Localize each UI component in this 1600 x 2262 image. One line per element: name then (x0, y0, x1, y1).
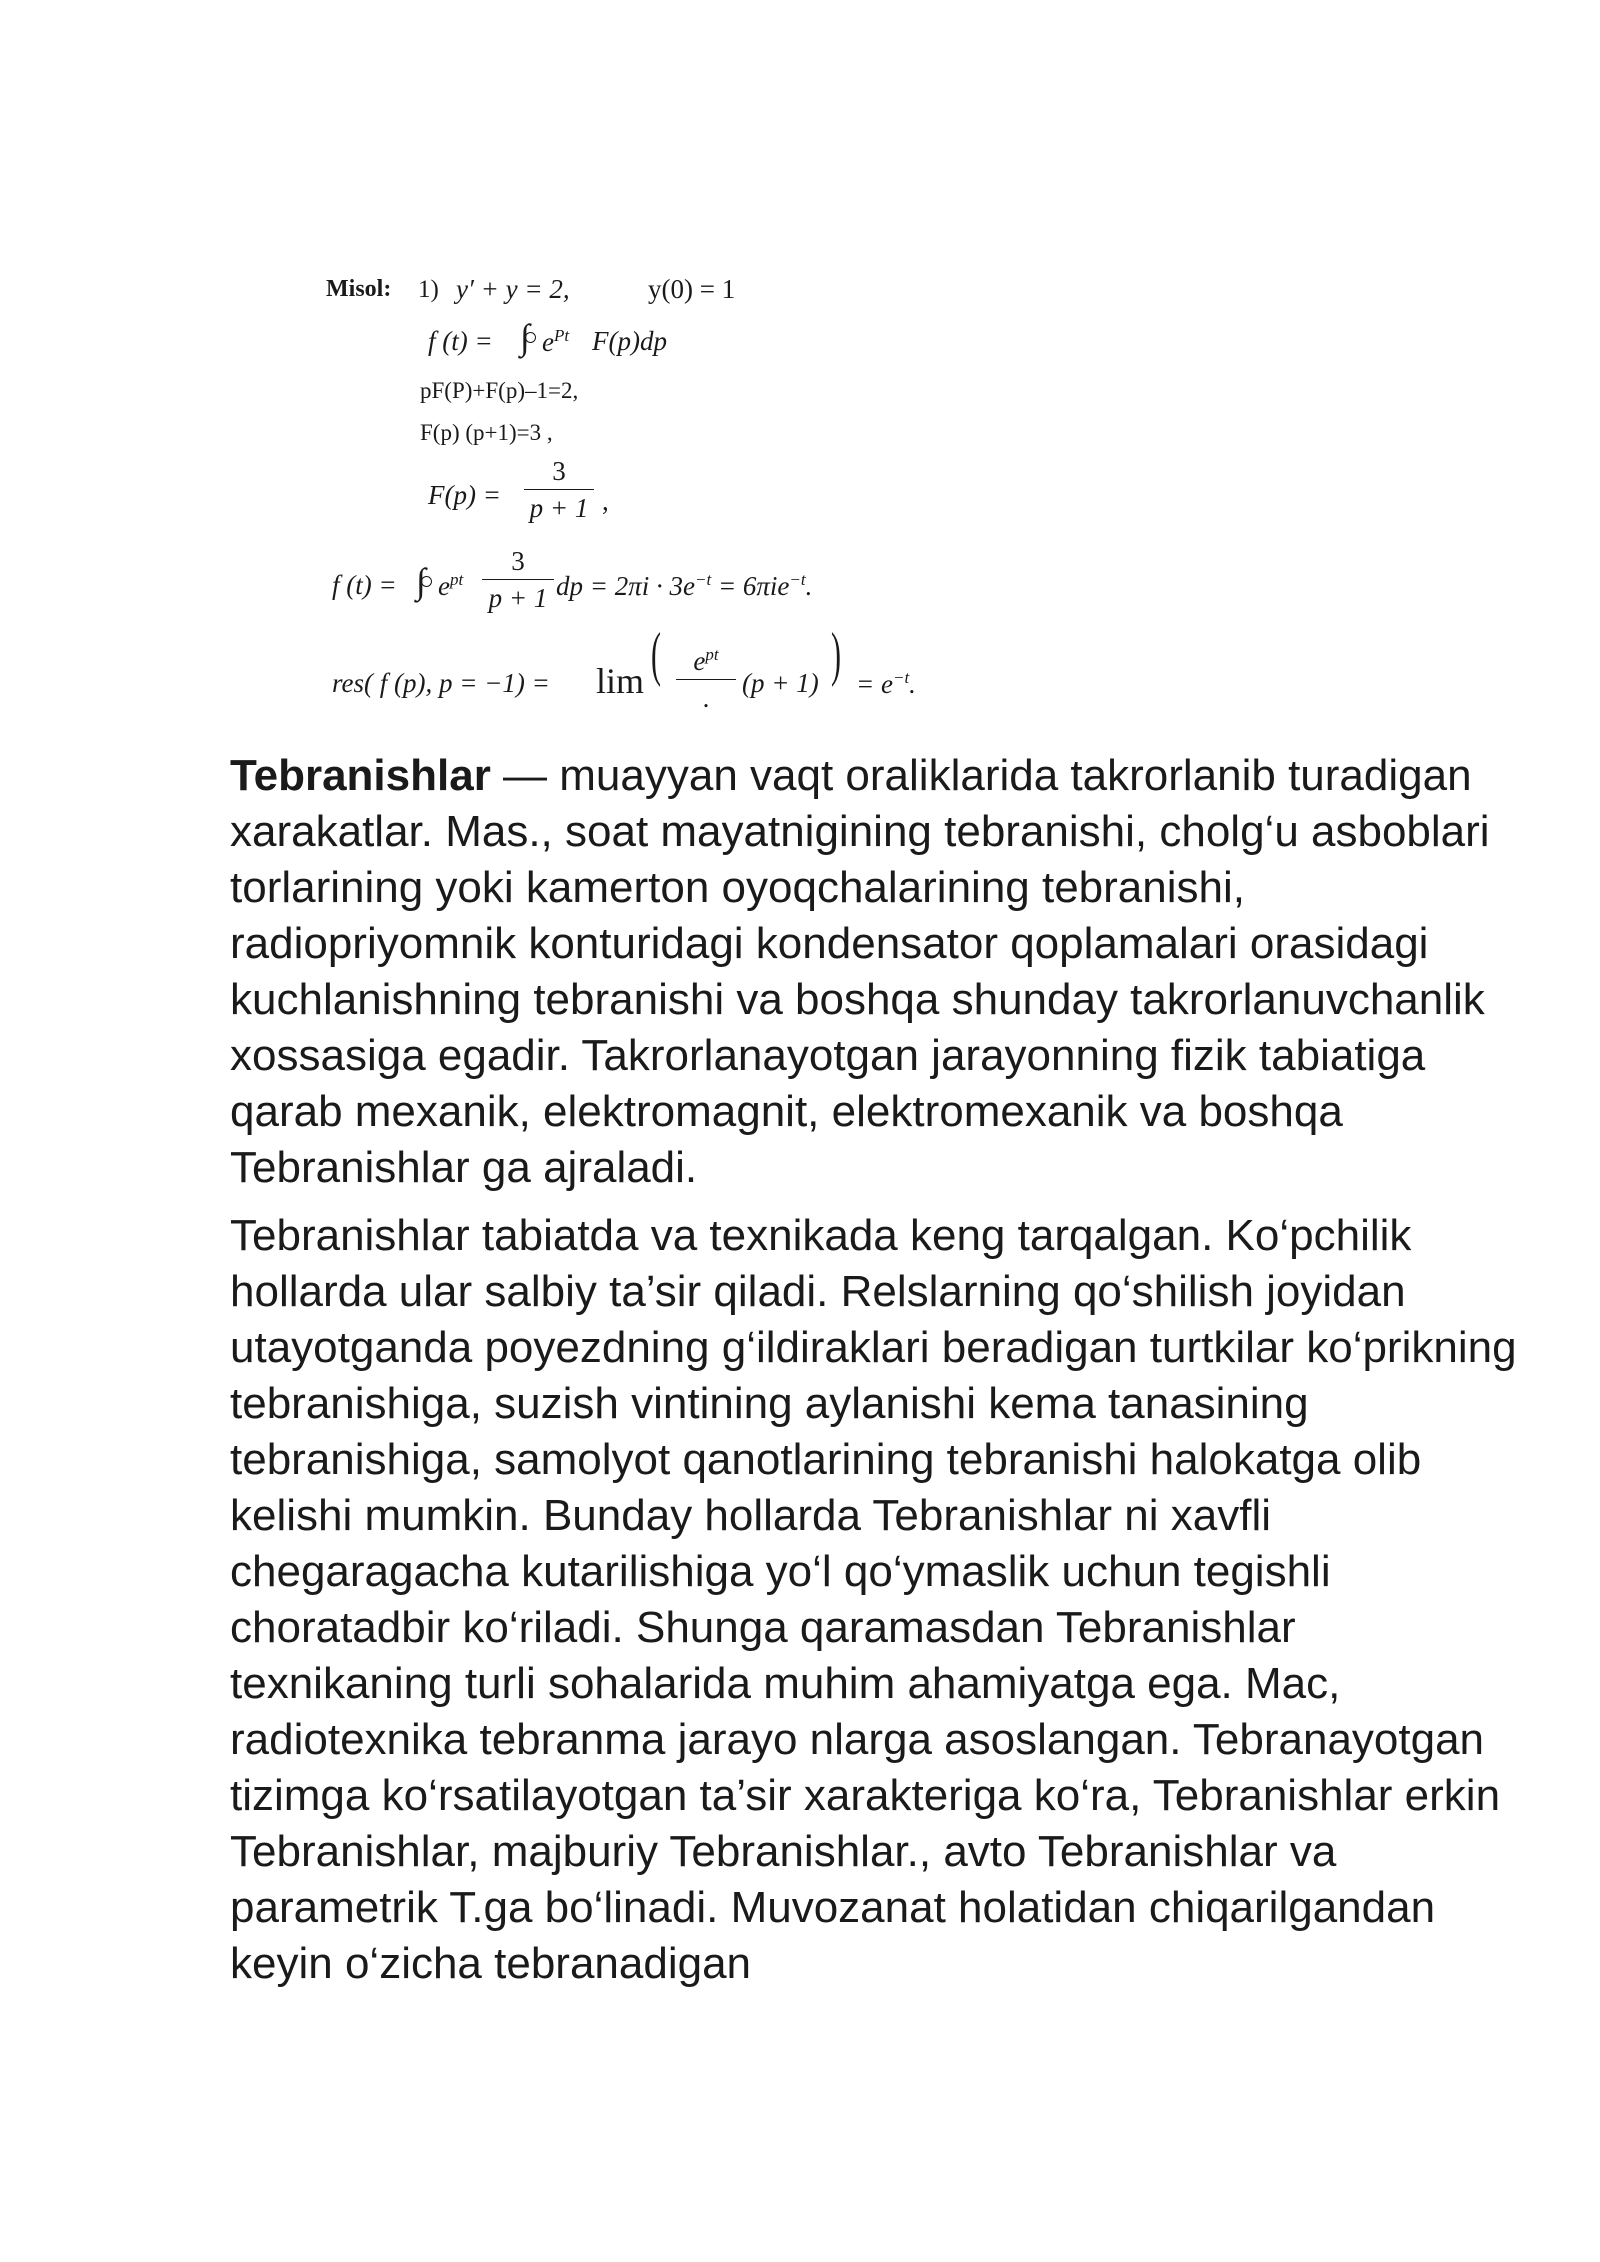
equation-result-rhs: dp = $2\pi i \cdot 3e^{-t} = 6\pi ie^{-t}$. (556, 570, 813, 601)
contour-integral-icon: ∫ (520, 317, 530, 357)
equation-result-lhs: f (t) = (332, 570, 397, 600)
limit-operator: lim (596, 661, 645, 701)
fraction-denominator-2: p + 1 (488, 583, 548, 613)
math-example-block (0, 0, 1600, 720)
equation-factored: F(p) (p+1)=3 , (420, 420, 553, 445)
fraction-denominator: p + 1 (529, 493, 589, 523)
fraction-image (524, 456, 594, 523)
fraction-residue (676, 640, 736, 713)
fraction-integrand (482, 546, 554, 613)
fraction-denominator-3: . (702, 683, 710, 713)
example-label: Misol: (326, 276, 392, 302)
paragraph-applications: Tebranishlar tabiatda va texnikada keng tarqalgan. Ko‘pchilik hollarda ular salbiy ta’sir qiladi. Relslarning qo‘shilish joyidan utayotganda poyezdning g‘ildiraklari beradigan turtkilar ko‘prikning tebranishiga, suzish vintining aylanishi kema tanasining tebranishiga, samolyot qanotlarining tebranishi halokatga olib kelishi mumkin. Bunday hollarda Tebranishlar ni xavfli chegaragacha kutarilishiga yo‘l qo‘ymaslik uchun tegishli choratadbir ko‘riladi. Shunga qaramasdan Tebranishlar texnikaning turli sohalarida muhim ahamiyatga ega. Mac, radiotexnika tebranma jarayo nlarga asoslangan. Tebranayotgan tizimga ko‘rsatilayotgan ta’sir xarakteriga ko‘ra, Tebranishlar erkin Tebranishlar, majburiy Tebranishlar., avto Tebranishlar va parametrik T.ga bo‘linadi. Muvozanat holatidan chiqarilgandan keyin o‘zicha tebranadigan (230, 1211, 1517, 1988)
exp-base-2: $e^{pt}$ (438, 570, 464, 601)
term-heading: Tebranishlar (230, 751, 491, 800)
exp-base: $e^{Pt}$ (542, 326, 570, 357)
fraction-numerator: 3 (552, 456, 566, 486)
equation-inverse-body: F(p)dp (592, 326, 667, 356)
paragraph-definition-text: — muayyan vaqt oraliklarida takrorlanib turadigan xarakatlar. Mas., soat mayatnigining tebranishi, cholg‘u asboblari torlarining yoki kamerton oyoqchalarining tebranishi, radiopriyomnik konturidagi kondensator qoplamalari orasidagi kuchlanishning tebranishi va boshqa shunday takrorlanuvchanlik xossasiga egadir. Takrorlanayotgan jarayonning fizik tabiatiga qarab mexanik, elektromagnit, elektromexanik va boshqa Tebranishlar ga ajraladi. (230, 751, 1490, 1192)
equation-residue-rhs: = $e^{-t}$. (856, 668, 916, 699)
equation-initial-condition: y(0) = 1 (648, 274, 736, 304)
equation-ode: y′ + y = 2, (456, 274, 570, 304)
equation-transformed: pF(P)+F(p)–1=2, (420, 378, 579, 403)
left-paren-icon: ( (650, 621, 661, 687)
contour-integral-icon-2: ∫ (416, 561, 426, 601)
equation-inverse-lhs: f (t) = (428, 326, 493, 356)
comma: , (602, 486, 609, 516)
right-paren-icon: ) (830, 621, 841, 687)
equation-residue-lhs: res( f (p), p = −1) = (332, 668, 550, 698)
equation-image-lhs: F(p) = (428, 480, 501, 510)
paragraph-definition (230, 748, 1520, 1196)
residue-factor: (p + 1) (742, 668, 819, 698)
example-number: 1) (418, 276, 439, 303)
article-body (230, 748, 1520, 2004)
fraction-numerator-2: 3 (511, 546, 525, 576)
fraction-numerator-3: $e^{pt}$ (693, 645, 719, 676)
